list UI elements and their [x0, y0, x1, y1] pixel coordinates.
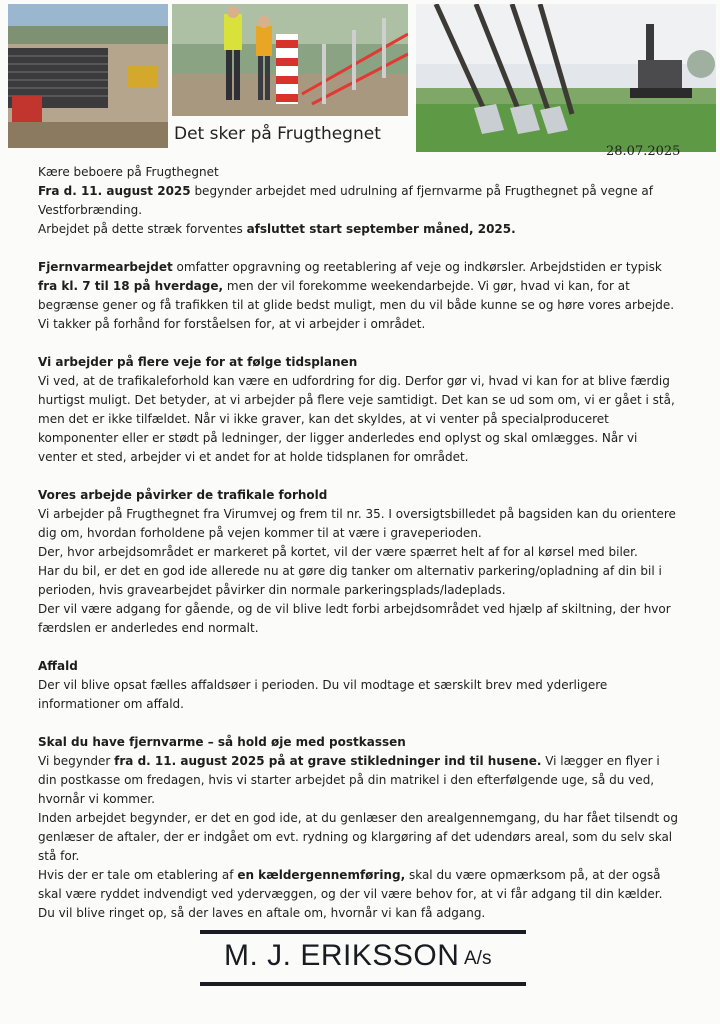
- workers-at-barrier-photo: [172, 4, 408, 116]
- logo-bottom-bar: [200, 982, 526, 986]
- work-term: Fjernvarmearbejdet: [38, 260, 173, 274]
- section-heading-district-heating: Skal du have fjernvarme – så hold øje med postkassen: [38, 735, 406, 749]
- work-hours-paragraph: [38, 258, 680, 334]
- heating-start: fra d. 11. august 2025 på at grave stikledninger ind til husene.: [114, 754, 542, 768]
- company-suffix: A/s: [464, 948, 492, 969]
- page-title: Det sker på Frugthegnet: [174, 124, 381, 144]
- basement-text: Hvis der er tale om etablering af: [38, 868, 238, 882]
- work-hours: fra kl. 7 til 18 på hverdage,: [38, 279, 224, 293]
- work-text: omfatter opgravning og reetablering af veje og indkørsler. Arbejdstiden er typisk: [172, 260, 662, 274]
- traffic-line: Vi arbejder på Frugthegnet fra Virumvej og frem til nr. 35. I oversigtsbilledet på bagsiden kan du orientere dig om, hvordan forholdene på vejen kommer til at være i graveperioden.: [38, 507, 676, 540]
- traffic-line: Har du bil, er det en god ide allerede nu at gøre dig tanker om alternativ parkering/opladning af din bil i perioden, hvis gravearbejdet påvirker din normale parkeringsplads/ladeplads.: [38, 564, 662, 597]
- intro-end-date: afsluttet start september måned, 2025.: [246, 222, 516, 236]
- section-heading-traffic: Vores arbejde påvirker de trafikale forhold: [38, 488, 328, 502]
- section-body-schedule: Vi ved, at de trafikaleforhold kan være en udfordring for dig. Derfor gør vi, hvad vi kan for at blive færdig hurtigst muligt. Det betyder, at vi arbejder på flere veje samtidigt. Det kan se ud som om, vi er gået i stå, men det er ikke tilfældet. Når vi ikke graver, kan det skyldes, at vi venter på specialproduceret komponenter eller er stødt på ledninger, der ligger anderledes end oplyst og skal omlægges. Når vi venter et sted, arbejder vi et andet for at holde tidsplanen for området.: [38, 374, 675, 464]
- company-name: M. J. ERIKSSON: [224, 939, 460, 972]
- intro-start-date: Fra d. 11. august 2025: [38, 184, 191, 198]
- heating-line: [38, 752, 680, 809]
- shovels-and-excavator-photo: [416, 4, 716, 152]
- greeting: Kære beboere på Frugthegnet: [38, 165, 219, 179]
- intro-text: begynder arbejdet med udrulning af fjernvarme på Frugthegnet på vegne af Vestforbrænding.: [38, 184, 654, 217]
- heating-text: Vi begynder: [38, 754, 115, 768]
- section-heading-waste: Affald: [38, 659, 78, 673]
- section-body-waste: Der vil blive opsat fælles affaldsøer i perioden. Du vil modtage et særskilt brev med yderligere informationer om affald.: [38, 678, 608, 711]
- section-heading-schedule: Vi arbejder på flere veje for at følge tidsplanen: [38, 355, 358, 369]
- basement-term: en kældergennemføring,: [237, 868, 406, 882]
- traffic-line: Der, hvor arbejdsområdet er markeret på kortet, vil der være spærret helt af for al kørsel med biler.: [38, 545, 638, 559]
- basement-text-rest: skal du være opmærksom på, at der også skal være ryddet indvendigt ved ydervæggen, og der vil være behov for, at vi får adgang til din kælder. Du vil blive ringet op, så der laves en aftale om, hvornår vi kan få adgang.: [38, 868, 663, 920]
- heating-text-rest: Vi lægger en flyer i din postkasse om fredagen, hvis vi starter arbejdet på din matrikel i den efterfølgende uge, så du ved, hvornår vi kommer.: [38, 754, 660, 806]
- intro-paragraph: [38, 182, 680, 239]
- work-text-rest: men der vil forekomme weekendarbejde. Vi gør, hvad vi kan, for at begrænse gener og få trafikken til at glide bedst muligt, men du vil både kunne se og høre vores arbejde. Vi takker på forhånd for forståelsen for, at vi arbejder i området.: [38, 279, 675, 331]
- construction-site-photo: [8, 4, 168, 148]
- traffic-line: Der vil være adgang for gående, og de vil blive ledt forbi arbejdsområdet ved hjælp af skiltning, der hvor færdslen er anderledes end normalt.: [38, 602, 671, 635]
- logo-top-bar: [200, 930, 526, 934]
- letter-body: [38, 163, 680, 923]
- letter-date: 28.07.2025: [606, 144, 681, 159]
- heating-line: Inden arbejdet begynder, er det en god ide, at du genlæser den arealgennemgang, du har fået tilsendt og genlæser de aftaler, der er indgået om evt. rydning og klargøring af det udendørs areal, som du selv skal stå for.: [38, 811, 678, 863]
- company-logo: [200, 930, 526, 986]
- heating-line: [38, 866, 680, 923]
- intro-line2: Arbejdet på dette stræk forventes: [38, 222, 247, 236]
